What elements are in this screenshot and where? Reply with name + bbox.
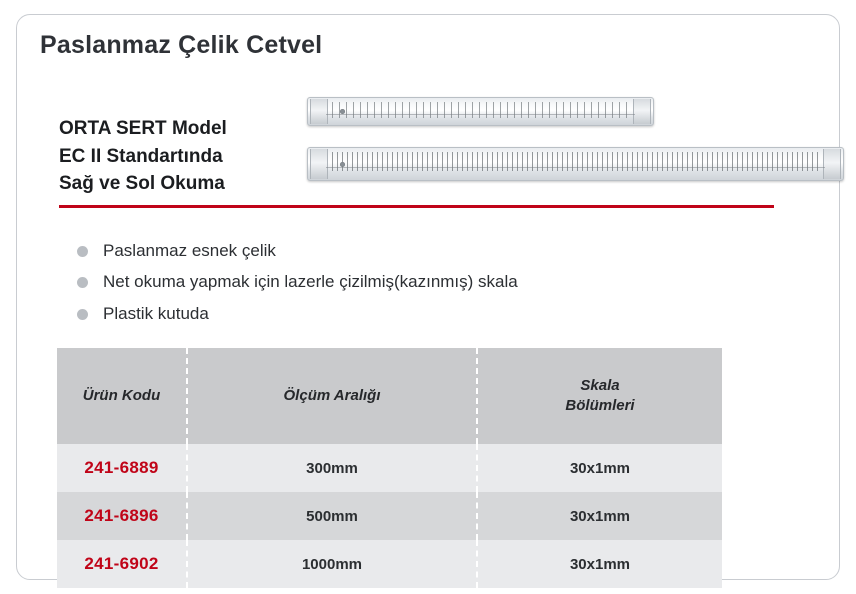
ruler-hang-hole bbox=[340, 162, 345, 167]
ruler-endcap-left bbox=[310, 99, 328, 124]
product-image-group bbox=[287, 85, 847, 200]
product-subtitle bbox=[59, 115, 319, 198]
column-header-measuring-range: Ölçüm Aralığı bbox=[187, 348, 477, 444]
table-row bbox=[57, 540, 722, 588]
list-item bbox=[77, 240, 777, 261]
product-specs-table bbox=[57, 348, 722, 588]
cell-product-code: 241-6896 bbox=[57, 492, 187, 540]
ruler-midline bbox=[326, 114, 635, 115]
subtitle-line-2: EC II Standartında bbox=[59, 145, 223, 167]
ruler-scale-ticks bbox=[332, 102, 629, 118]
feature-list bbox=[77, 240, 777, 334]
subtitle-line-1: ORTA SERT Model bbox=[59, 118, 227, 139]
bullet-dot-icon bbox=[77, 309, 88, 320]
ruler-midline bbox=[326, 167, 825, 168]
bullet-dot-icon bbox=[77, 277, 88, 288]
table-row bbox=[57, 492, 722, 540]
list-item bbox=[77, 271, 777, 292]
ruler-scale-ticks bbox=[332, 152, 819, 171]
ruler-endcap-right bbox=[633, 99, 651, 124]
ruler-endcap-right bbox=[823, 149, 841, 179]
subtitle-line-3: Sağ ve Sol Okuma bbox=[59, 173, 225, 195]
cell-scale-divisions: 30x1mm bbox=[477, 492, 722, 540]
product-card bbox=[16, 14, 840, 580]
cell-product-code: 241-6902 bbox=[57, 540, 187, 588]
steel-ruler-long-image bbox=[307, 147, 844, 181]
column-header-product-code: Ürün Kodu bbox=[57, 348, 187, 444]
cell-scale-divisions: 30x1mm bbox=[477, 444, 722, 492]
list-item bbox=[77, 303, 777, 324]
feature-text: Paslanmaz esnek çelik bbox=[103, 241, 276, 260]
bullet-dot-icon bbox=[77, 246, 88, 257]
cell-product-code: 241-6889 bbox=[57, 444, 187, 492]
feature-text: Plastik kutuda bbox=[103, 303, 209, 323]
cell-measuring-range: 300mm bbox=[187, 444, 477, 492]
cell-scale-divisions: 30x1mm bbox=[477, 540, 722, 588]
cell-measuring-range: 1000mm bbox=[187, 540, 477, 588]
cell-measuring-range: 500mm bbox=[187, 492, 477, 540]
ruler-hang-hole bbox=[340, 109, 345, 114]
page-title: Paslanmaz Çelik Cetvel bbox=[40, 31, 323, 59]
ruler-endcap-left bbox=[310, 149, 328, 179]
steel-ruler-short-image bbox=[307, 97, 654, 126]
feature-text: Net okuma yapmak için lazerle çizilmiş(kazınmış) skala bbox=[103, 272, 518, 292]
table-header-row bbox=[57, 348, 722, 444]
table-row bbox=[57, 444, 722, 492]
column-header-scale-divisions: Skala Bölümleri bbox=[477, 348, 722, 444]
accent-divider bbox=[59, 205, 774, 208]
